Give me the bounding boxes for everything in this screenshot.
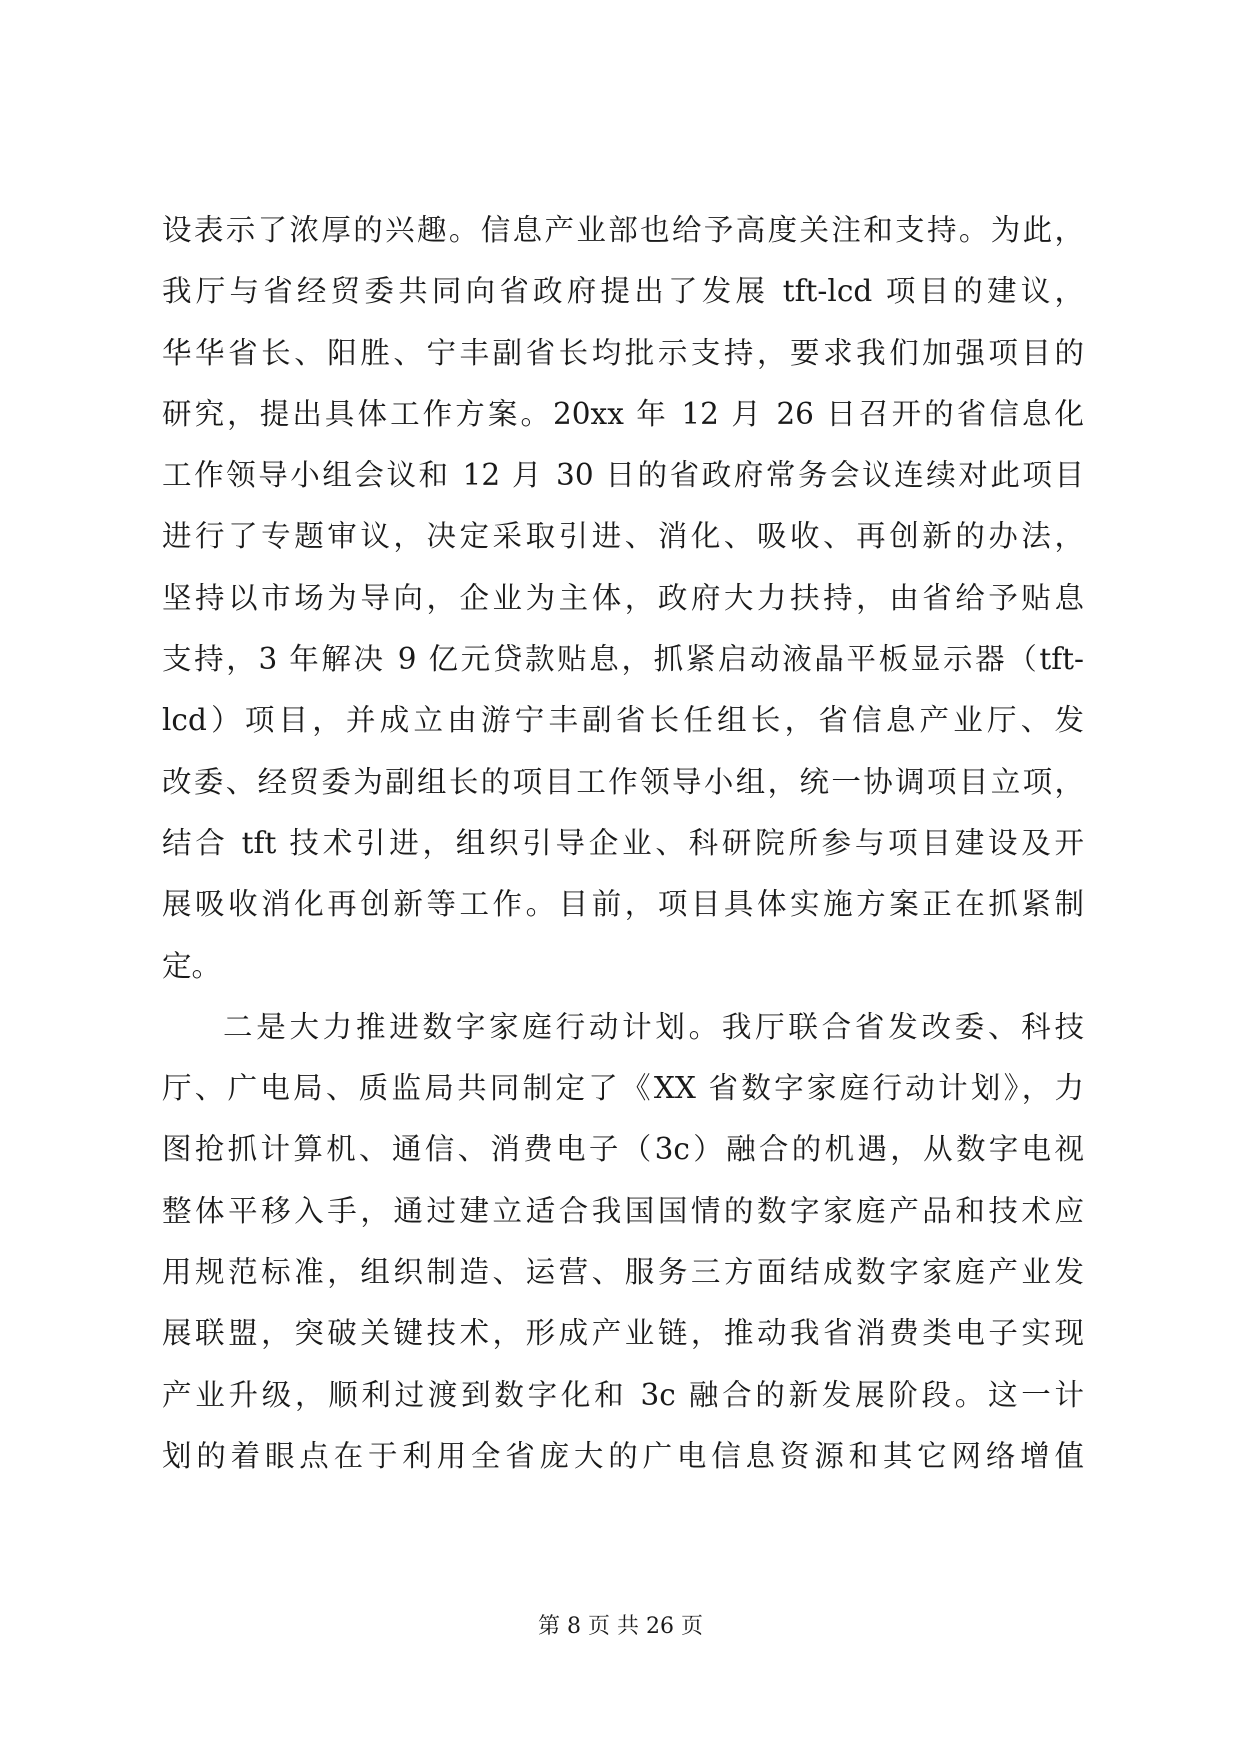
text-line: 进行了专题审议，决定采取引进、消化、吸收、再创新的办法， — [162, 519, 1084, 554]
text-line: 整体平移入手，通过建立适合我国国情的数字家庭产品和技术应 — [162, 1193, 1084, 1228]
text-line: 图抢抓计算机、通信、消费电子（3c）融合的机遇，从数字电视 — [162, 1132, 1084, 1167]
text-line: 产业升级，顺利过渡到数字化和 3c 融合的新发展阶段。这一计 — [162, 1377, 1084, 1412]
text-line: 改委、经贸委为副组长的项目工作领导小组，统一协调项目立项， — [162, 764, 1084, 799]
text-line: 研究，提出具体工作方案。20xx 年 12 月 26 日召开的省信息化 — [162, 396, 1084, 431]
text-line: 设表示了浓厚的兴趣。信息产业部也给予高度关注和支持。为此， — [162, 213, 1084, 247]
text-line: 展吸收消化再创新等工作。目前，项目具体实施方案正在抓紧制 — [162, 887, 1084, 922]
text-line: 工作领导小组会议和 12 月 30 日的省政府常务会议连续对此项目 — [162, 458, 1084, 493]
text-line: 用规范标准，组织制造、运营、服务三方面结成数字家庭产业发 — [162, 1255, 1084, 1290]
page-number-footer: 第 8 页 共 26 页 — [538, 1614, 703, 1639]
text-line: 结合 tft 技术引进，组织引导企业、科研院所参与项目建设及开 — [162, 825, 1084, 860]
text-line: 展联盟，突破关键技术，形成产业链，推动我省消费类电子实现 — [162, 1316, 1084, 1351]
text-line: 支持，3 年解决 9 亿元贷款贴息，抓紧启动液晶平板显示器（tft- — [162, 642, 1084, 677]
text-line-paragraph-end: 定。 — [162, 948, 222, 983]
text-line: 我厅与省经贸委共同向省政府提出了发展 tft-lcd 项目的建议， — [162, 274, 1084, 309]
document-body — [162, 200, 1084, 1487]
text-line: 划的着眼点在于利用全省庞大的广电信息资源和其它网络增值 — [162, 1438, 1084, 1473]
text-line: 坚持以市场为导向，企业为主体，政府大力扶持，由省给予贴息 — [162, 580, 1084, 615]
text-line: lcd）项目，并成立由游宁丰副省长任组长，省信息产业厅、发 — [162, 703, 1084, 738]
text-line: 华华省长、阳胜、宁丰副省长均批示支持，要求我们加强项目的 — [162, 335, 1084, 370]
text-line: 厅、广电局、质监局共同制定了《XX 省数字家庭行动计划》，力 — [162, 1071, 1084, 1106]
text-line-paragraph-start: 二是大力推进数字家庭行动计划。我厅联合省发改委、科技 — [223, 1009, 1084, 1044]
